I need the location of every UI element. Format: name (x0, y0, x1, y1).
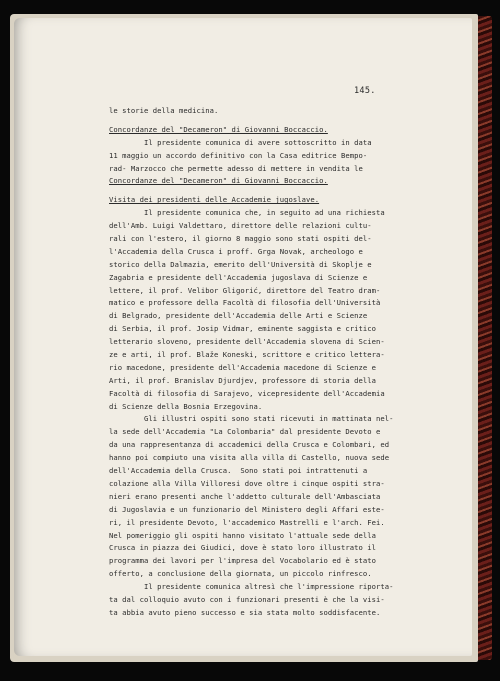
text-line: l'Accademia della Crusca i proff. Grga Novak, archeologo e (109, 246, 363, 256)
text-line: hanno poi compiuto una visita alla villa di Castello, nuova sede (109, 453, 390, 463)
text-line: Il presidente comunica di avere sottoscritto in data (109, 137, 372, 147)
page-number: 145. (354, 86, 376, 96)
text-line: di Scienze della Bosnia Erzegovina. (109, 401, 263, 411)
text-line: letterario sloveno, presidente dell'Accademia slovena di Scien- (109, 337, 385, 347)
text-line: ta dal colloquio avuto con i funzionari presenti è che la visi- (109, 594, 385, 604)
section-heading: Visita dei presidenti delle Accademie jugoslave. (109, 195, 320, 205)
document-page (14, 18, 472, 656)
text-line: rad- Marzocco che permette adesso di mettere in vendita le (109, 163, 363, 173)
text-line: le storie della medicina. (109, 106, 219, 115)
text-line: dell'Accademia della Crusca. Sono stati poi intrattenuti a (109, 466, 368, 476)
text-line: la sede dell'Accademia "La Colombaria" dal presidente Devoto e (109, 427, 381, 437)
text-line: ze e arti, il prof. Blaže Koneski, scrittore e critico lettera- (109, 350, 385, 360)
text-line: Facoltà di filosofia di Sarajevo, vicepresidente dell'Accademia (109, 388, 385, 398)
text-line: da una rappresentanza di accademici della Crusca e Colombari, ed (109, 440, 390, 450)
text-line: di Jugoslavia e un funzionario del Ministero degli Affari este- (109, 504, 385, 514)
text-line: dell'Amb. Luigi Valdettaro, direttore delle relazioni cultu- (109, 221, 372, 231)
text-line: Zagabria e presidente dell'Accademia jugoslava di Scienze e (109, 272, 368, 282)
text-line: ri, il presidente Devoto, l'accademico Mastrelli e l'arch. Fei. (109, 517, 385, 527)
text-line: Il presidente comunica altresì che l'impressione riporta- (109, 582, 394, 592)
text-line: Nel pomeriggio gli ospiti hanno visitato l'attuale sede della (109, 530, 377, 540)
text-line: programma dei lavori per l'impresa del Vocabolario ed è stato (109, 556, 377, 566)
text-line: matico e professore della Facoltà di filosofia dell'Università (109, 298, 381, 308)
text-line: Crusca in piazza dei Giudici, dove è stato loro illustrato il (109, 543, 377, 553)
text-line: Arti, il prof. Branislav Djurdjev, professore di storia della (109, 375, 377, 385)
text-line: di Serbia, il prof. Josip Vidmar, eminente saggista e critico (109, 324, 377, 334)
text-line: rali con l'estero, il giorno 8 maggio sono stati ospiti del- (109, 234, 372, 244)
text-line: Il presidente comunica che, in seguito ad una richiesta (109, 208, 385, 218)
text-line: Concordanze del "Decameron" di Giovanni Boccaccio. (109, 176, 328, 186)
text-line: colazione alla Villa Villoresi dove oltre i cinque ospiti stra- (109, 478, 385, 488)
text-line: nieri erano presenti anche l'addetto culturale dell'Ambasciata (109, 491, 381, 501)
text-line: Gli illustri ospiti sono stati ricevuti in mattinata nel- (109, 414, 394, 424)
text-line: ta abbia avuto pieno successo e sia stata molto soddisfacente. (109, 607, 381, 617)
typed-text-body (109, 105, 439, 620)
text-line: di Belgrado, presidente dell'Accademia delle Arti e Scienze (109, 311, 368, 321)
text-line: rio macedone, presidente dell'Accademia macedone di Scienze e (109, 362, 377, 372)
text-line: 11 maggio un accordo definitivo con la Casa editrice Bempo- (109, 150, 368, 160)
text-line: storico della Dalmazia, emerito dell'Università di Skoplje e (109, 259, 372, 269)
text-line: lettere, il prof. Velibor Gligorić, direttore del Teatro dram- (109, 285, 381, 295)
section-heading: Concordanze del "Decameron" di Giovanni Boccaccio. (109, 124, 328, 134)
text-line: offerto, a conclusione della giornata, un piccolo rinfresco. (109, 569, 372, 579)
